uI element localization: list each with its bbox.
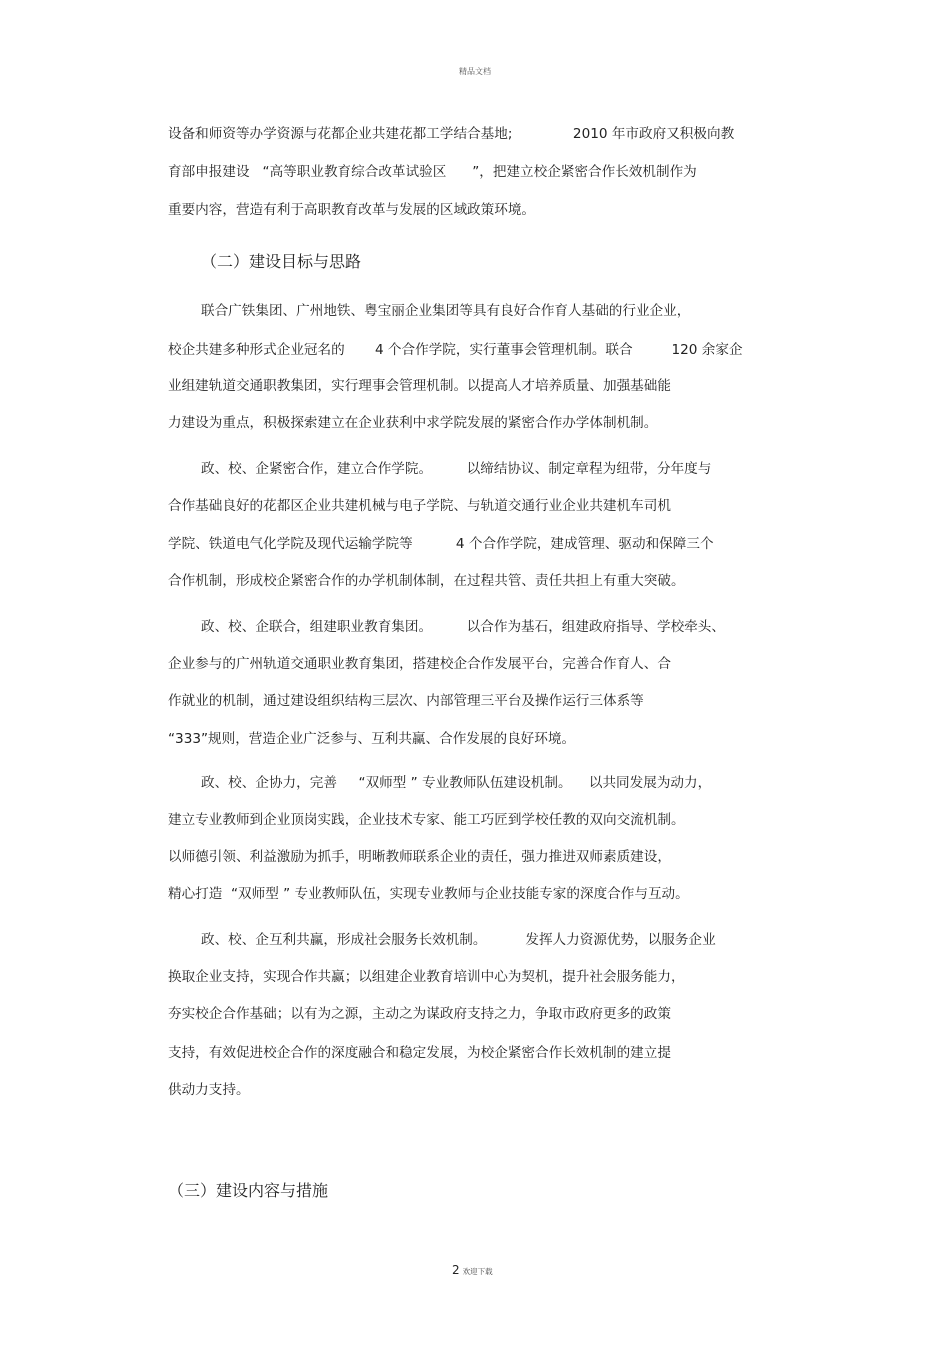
- paragraph-line: 建立专业教师到企业顶岗实践，企业技术专家、能工巧匠到学校任教的双向交流机制。: [168, 812, 685, 828]
- paragraph-line: 政、校、企协力，完善 “双师型 ” 专业教师队伍建设机制。 以共同发展为动力，: [201, 775, 712, 791]
- footer-text: 欢迎下载: [462, 1267, 493, 1276]
- intro-line-2: 育部申报建设 “高等职业教育综合改革试验区 ”，把建立校企紧密合作长效机制作为: [168, 164, 697, 180]
- paragraph-line: 企业参与的广州轨道交通职业教育集团，搭建校企合作发展平台，完善合作育人、合: [168, 656, 671, 672]
- paragraph-line: 政、校、企紧密合作，建立合作学院。 以缔结协议、制定章程为纽带，分年度与: [201, 461, 712, 477]
- paragraph-line: 学院、铁道电气化学院及现代运输学院等 4 个合作学院，建成管理、驱动和保障三个: [168, 536, 714, 552]
- page-number: 2: [452, 1263, 460, 1277]
- paragraph-line: 支持，有效促进校企合作的深度融合和稳定发展，为校企紧密合作长效机制的建立提: [168, 1045, 671, 1061]
- paragraph-line: 供动力支持。: [168, 1082, 250, 1098]
- intro-line-1: 设备和师资等办学资源与花都企业共建花都工学结合基地; 2010 年市政府又积极向教: [168, 126, 735, 142]
- paragraph-line: 换取企业支持，实现合作共赢；以组建企业教育培训中心为契机，提升社会服务能力，: [168, 969, 685, 985]
- paragraph-line: 政、校、企联合，组建职业教育集团。 以合作为基石，组建政府指导、学校牵头、: [201, 619, 725, 635]
- paragraph-line: 以师德引领、利益激励为抓手，明晰教师联系企业的责任，强力推进双师素质建设，: [168, 849, 671, 865]
- paragraph-line: 校企共建多种形式企业冠名的 4 个合作学院，实行董事会管理机制。联合 120 余家企: [168, 342, 743, 358]
- page-header: 精品文档: [459, 67, 491, 76]
- paragraph-line: 政、校、企互利共赢，形成社会服务长效机制。 发挥人力资源优势，以服务企业: [201, 932, 716, 948]
- paragraph-line: 作就业的机制，通过建设组织结构三层次、内部管理三平台及操作运行三体系等: [168, 693, 644, 709]
- paragraph-line: 夯实校企合作基础；以有为之源，主动之为谋政府支持之力，争取市政府更多的政策: [168, 1006, 671, 1022]
- page-footer: [452, 1259, 493, 1278]
- paragraph-line: 业组建轨道交通职教集团，实行理事会管理机制。以提高人才培养质量、加强基础能: [168, 378, 671, 394]
- intro-line-3: 重要内容，营造有利于高职教育改革与发展的区域政策环境。: [168, 202, 536, 218]
- paragraph-line: 合作机制，形成校企紧密合作的办学机制体制，在过程共管、责任共担上有重大突破。: [168, 573, 685, 589]
- section-heading-goals: （二）建设目标与思路: [201, 252, 362, 271]
- paragraph-line: 力建设为重点，积极探索建立在企业获利中求学院发展的紧密合作办学体制机制。: [168, 415, 658, 431]
- paragraph-line: 合作基础良好的花都区企业共建机械与电子学院、与轨道交通行业企业共建机车司机: [168, 498, 671, 514]
- section-heading-content: （三）建设内容与措施: [168, 1181, 329, 1200]
- paragraph-line: 联合广铁集团、广州地铁、粤宝丽企业集团等具有良好合作育人基础的行业企业，: [201, 303, 691, 319]
- paragraph-line: “333”规则，营造企业广泛参与、互利共赢、合作发展的良好环境。: [168, 731, 576, 747]
- paragraph-line: 精心打造 “双师型 ” 专业教师队伍，实现专业教师与企业技能专家的深度合作与互动。: [168, 886, 689, 902]
